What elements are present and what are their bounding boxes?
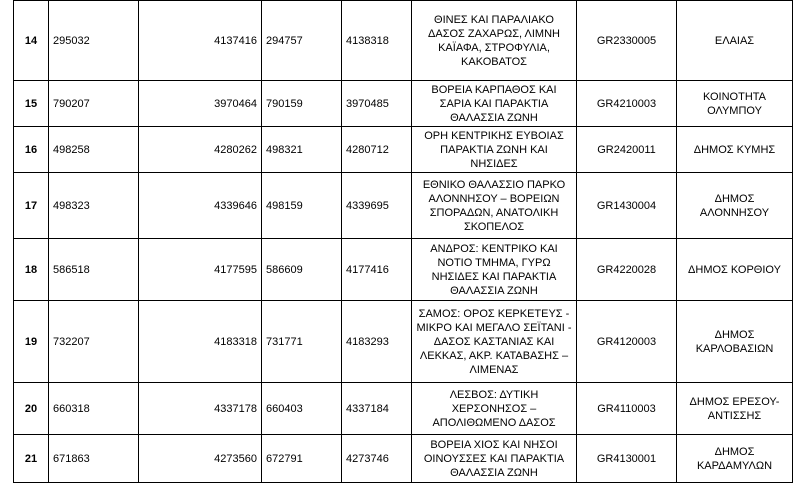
y-coordinate-end-cell: 3970485 bbox=[342, 81, 412, 127]
site-name-cell: ΟΡΗ ΚΕΝΤΡΙΚΗΣ ΕΥΒΟΙΑΣ ΠΑΡΑΚΤΙΑ ΖΩΝΗ ΚΑΙ ΝΗΣΙΔΕΣ bbox=[412, 127, 577, 173]
table-row bbox=[14, 383, 793, 435]
site-code-cell: GR4130001 bbox=[577, 435, 677, 483]
site-code-cell: GR4220028 bbox=[577, 239, 677, 301]
site-code-cell: GR4110003 bbox=[577, 383, 677, 435]
y-coordinate-end-cell: 4337184 bbox=[342, 383, 412, 435]
row-number-cell: 14 bbox=[14, 1, 49, 81]
table-row bbox=[14, 173, 793, 239]
site-name-cell: ΘΙΝΕΣ ΚΑΙ ΠΑΡΑΛΙΑΚΟ ΔΑΣΟΣ ΖΑΧΑΡΩΣ, ΛΙΜΝΗ ΚΑΪΑΦΑ, ΣΤΡΟΦΥΛΙΑ, ΚΑΚΟΒΑΤΟΣ bbox=[412, 1, 577, 81]
row-number-cell: 15 bbox=[14, 81, 49, 127]
municipality-cell: ΔΗΜΟΣ ΕΡΕΣΟΥ-ΑΝΤΙΣΣΗΣ bbox=[677, 383, 793, 435]
x-coordinate-start-cell: 732207 bbox=[49, 301, 139, 383]
site-name-cell: ΣΑΜΟΣ: ΟΡΟΣ ΚΕΡΚΕΤΕΥΣ - ΜΙΚΡΟ ΚΑΙ ΜΕΓΑΛΟ ΣΕΪΤΑΝΙ - ΔΑΣΟΣ ΚΑΣΤΑΝΙΑΣ ΚΑΙ ΛΕΚΚΑΣ, ΑΚΡ. ΚΑΤΑΒΑΣΗΣ – ΛΙΜΕΝΑΣ bbox=[412, 301, 577, 383]
site-code-cell: GR4210003 bbox=[577, 81, 677, 127]
table-row bbox=[14, 81, 793, 127]
y-coordinate-end-cell: 4183293 bbox=[342, 301, 412, 383]
row-number-cell: 17 bbox=[14, 173, 49, 239]
municipality-cell: ΔΗΜΟΣ ΚΑΡΛΟΒΑΣΙΩΝ bbox=[677, 301, 793, 383]
site-name-cell: ΑΝΔΡΟΣ: ΚΕΝΤΡΙΚΟ ΚΑΙ ΝΟΤΙΟ ΤΜΗΜΑ, ΓΥΡΩ ΝΗΣΙΔΕΣ ΚΑΙ ΠΑΡΑΚΤΙΑ ΘΑΛΑΣΣΙΑ ΖΩΝΗ bbox=[412, 239, 577, 301]
x-coordinate-end-cell: 672791 bbox=[262, 435, 342, 483]
x-coordinate-start-cell: 660318 bbox=[49, 383, 139, 435]
x-coordinate-end-cell: 586609 bbox=[262, 239, 342, 301]
sites-table bbox=[13, 0, 793, 483]
municipality-cell: ΔΗΜΟΣ ΚΟΡΘΙΟΥ bbox=[677, 239, 793, 301]
y-coordinate-start-cell: 4339646 bbox=[139, 173, 262, 239]
y-coordinate-start-cell: 4273560 bbox=[139, 435, 262, 483]
municipality-cell: ΕΛΑΙΑΣ bbox=[677, 1, 793, 81]
row-number-cell: 21 bbox=[14, 435, 49, 483]
y-coordinate-start-cell: 4177595 bbox=[139, 239, 262, 301]
y-coordinate-start-cell: 4337178 bbox=[139, 383, 262, 435]
x-coordinate-end-cell: 660403 bbox=[262, 383, 342, 435]
site-name-cell: ΒΟΡΕΙΑ ΚΑΡΠΑΘΟΣ ΚΑΙ ΣΑΡΙΑ ΚΑΙ ΠΑΡΑΚΤΙΑ ΘΑΛΑΣΣΙΑ ΖΩΝΗ bbox=[412, 81, 577, 127]
table-row bbox=[14, 239, 793, 301]
y-coordinate-end-cell: 4273746 bbox=[342, 435, 412, 483]
site-name-cell: ΕΘΝΙΚΟ ΘΑΛΑΣΣΙΟ ΠΑΡΚΟ ΑΛΟΝΝΗΣΟΥ – ΒΟΡΕΙΩΝ ΣΠΟΡΑΔΩΝ, ΑΝΑΤΟΛΙΚΗ ΣΚΟΠΕΛΟΣ bbox=[412, 173, 577, 239]
y-coordinate-start-cell: 3970464 bbox=[139, 81, 262, 127]
y-coordinate-end-cell: 4339695 bbox=[342, 173, 412, 239]
row-number-cell: 16 bbox=[14, 127, 49, 173]
municipality-cell: ΔΗΜΟΣ ΑΛΟΝΝΗΣΟΥ bbox=[677, 173, 793, 239]
x-coordinate-end-cell: 790159 bbox=[262, 81, 342, 127]
site-code-cell: GR4120003 bbox=[577, 301, 677, 383]
table-row bbox=[14, 1, 793, 81]
municipality-cell: ΚΟΙΝΟΤΗΤΑ ΟΛΥΜΠΟΥ bbox=[677, 81, 793, 127]
x-coordinate-start-cell: 295032 bbox=[49, 1, 139, 81]
x-coordinate-start-cell: 586518 bbox=[49, 239, 139, 301]
x-coordinate-start-cell: 671863 bbox=[49, 435, 139, 483]
y-coordinate-start-cell: 4137416 bbox=[139, 1, 262, 81]
y-coordinate-end-cell: 4280712 bbox=[342, 127, 412, 173]
site-name-cell: ΛΕΣΒΟΣ: ΔΥΤΙΚΗ ΧΕΡΣΟΝΗΣΟΣ – ΑΠΟΛΙΘΩΜΕΝΟ ΔΑΣΟΣ bbox=[412, 383, 577, 435]
x-coordinate-start-cell: 498323 bbox=[49, 173, 139, 239]
y-coordinate-end-cell: 4138318 bbox=[342, 1, 412, 81]
site-code-cell: GR2420011 bbox=[577, 127, 677, 173]
x-coordinate-end-cell: 294757 bbox=[262, 1, 342, 81]
row-number-cell: 20 bbox=[14, 383, 49, 435]
x-coordinate-end-cell: 498159 bbox=[262, 173, 342, 239]
site-name-cell: ΒΟΡΕΙΑ ΧΙΟΣ ΚΑΙ ΝΗΣΟΙ ΟΙΝΟΥΣΣΕΣ ΚΑΙ ΠΑΡΑΚΤΙΑ ΘΑΛΑΣΣΙΑ ΖΩΝΗ bbox=[412, 435, 577, 483]
table-row bbox=[14, 301, 793, 383]
y-coordinate-end-cell: 4177416 bbox=[342, 239, 412, 301]
municipality-cell: ΔΗΜΟΣ ΚΑΡΔΑΜΥΛΩΝ bbox=[677, 435, 793, 483]
x-coordinate-start-cell: 498258 bbox=[49, 127, 139, 173]
municipality-cell: ΔΗΜΟΣ ΚΥΜΗΣ bbox=[677, 127, 793, 173]
x-coordinate-start-cell: 790207 bbox=[49, 81, 139, 127]
x-coordinate-end-cell: 731771 bbox=[262, 301, 342, 383]
y-coordinate-start-cell: 4280262 bbox=[139, 127, 262, 173]
site-code-cell: GR1430004 bbox=[577, 173, 677, 239]
table-row bbox=[14, 127, 793, 173]
table-body bbox=[14, 1, 793, 483]
row-number-cell: 18 bbox=[14, 239, 49, 301]
x-coordinate-end-cell: 498321 bbox=[262, 127, 342, 173]
site-code-cell: GR2330005 bbox=[577, 1, 677, 81]
y-coordinate-start-cell: 4183318 bbox=[139, 301, 262, 383]
table-row bbox=[14, 435, 793, 483]
row-number-cell: 19 bbox=[14, 301, 49, 383]
